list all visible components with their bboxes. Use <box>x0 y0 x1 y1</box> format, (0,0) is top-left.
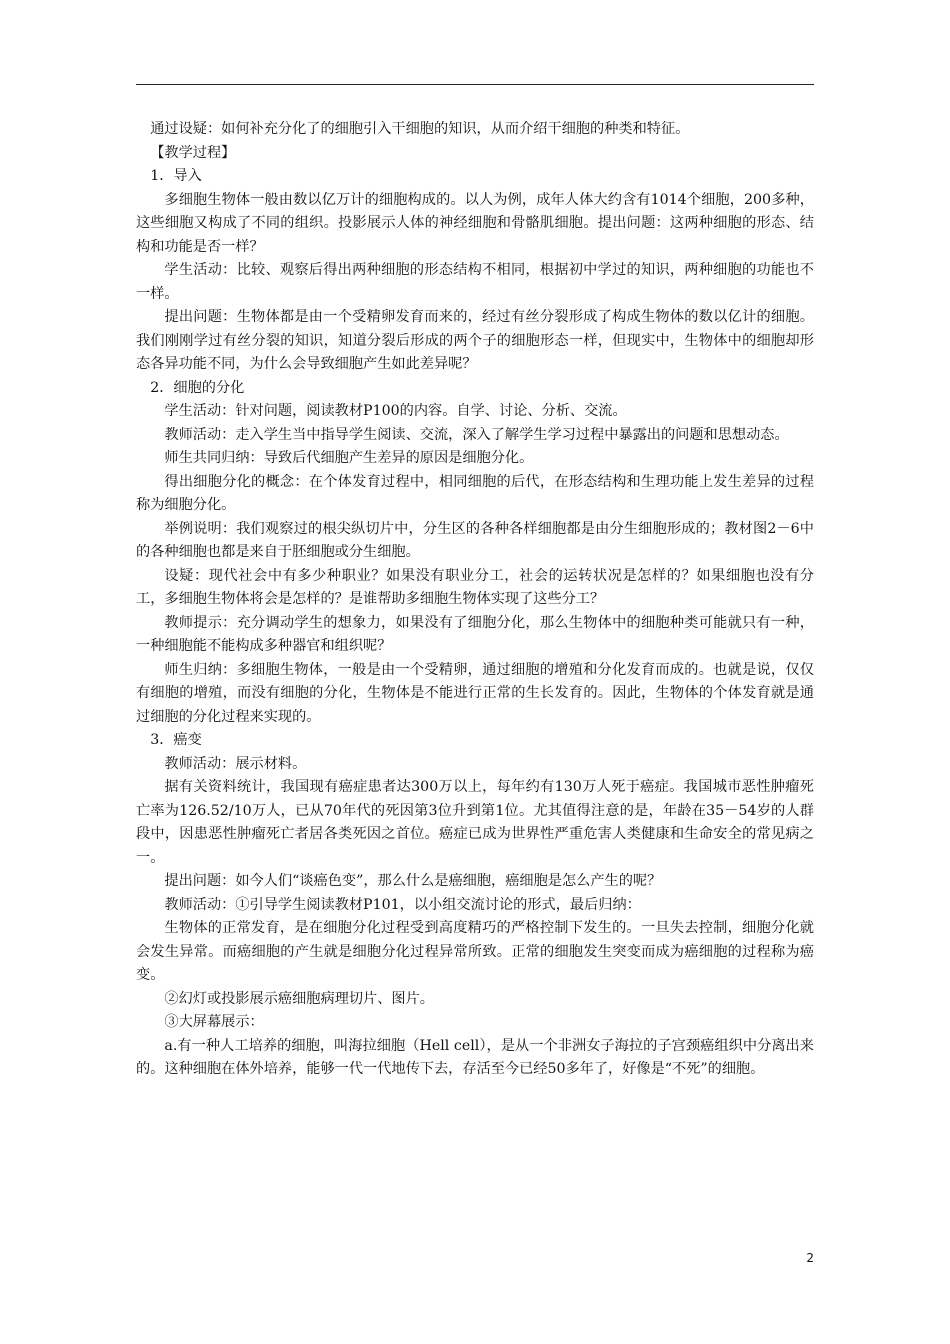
paragraph: 据有关资料统计，我国现有癌症患者达300万以上，每年约有130万人死于癌症。我国城市恶性肿瘤死亡率为126.52/10万人，已从70年代的死因第3位升到第1位。尤其值得注意的是，年龄在35－54岁的人群段中，因患恶性肿瘤死亡者居各类死因之首位。癌症已成为世界性严重危害人类健康和生命安全的常见病之一。 <box>136 779 814 866</box>
paragraph: 生物体的正常发育，是在细胞分化过程受到高度精巧的严格控制下发生的。一旦失去控制，细胞分化就会发生异常。而癌细胞的产生就是细胞分化过程异常所致。正常的细胞发生突变而成为癌细胞的过程称为癌变。 <box>136 920 814 983</box>
header-rule <box>136 84 814 85</box>
paragraph: 提出问题：生物体都是由一个受精卵发育而来的，经过有丝分裂形成了构成生物体的数以亿计的细胞。我们刚刚学过有丝分裂的知识，知道分裂后形成的两个子的细胞形态一样，但现实中，生物体中的细胞却形态各异功能不同，为什么会导致细胞产生如此差异呢？ <box>136 309 814 372</box>
subheading-cell-differentiation: 2．细胞的分化 <box>150 379 245 396</box>
subheading-introduction: 1．导入 <box>150 168 202 184</box>
paragraph: 师生共同归纳：导致后代细胞产生差异的原因是细胞分化。 <box>164 450 534 466</box>
paragraph: 举例说明：我们观察过的根尖纵切片中，分生区的各种各样细胞都是由分生细胞形成的；教材图2－6中的各种细胞也都是来自于胚细胞或分生细胞。 <box>136 520 814 560</box>
paragraph: a.有一种人工培养的细胞，叫海拉细胞（Hell cell），是从一个非洲女子海拉的子宫颈癌组织中分离出来的。这种细胞在体外培养，能够一代一代地传下去，存活至今已经50多年了，好像是“不死”的细胞。 <box>136 1037 814 1077</box>
paragraph-intro: 通过设疑：如何补充分化了的细胞引入干细胞的知识，从而介绍干细胞的种类和特征。 <box>150 121 690 137</box>
paragraph: 师生归纳：多细胞生物体，一般是由一个受精卵，通过细胞的增殖和分化发育而成的。也就是说，仅仅有细胞的增殖，而没有细胞的分化，生物体是不能进行正常的生长发育的。因此，生物体的个体发育就是通过细胞的分化过程来实现的。 <box>136 661 814 725</box>
paragraph: 提出问题：如今人们“谈癌色变”，那么什么是癌细胞，癌细胞是怎么产生的呢？ <box>164 873 662 889</box>
paragraph: 设疑：现代社会中有多少种职业？如果没有职业分工，社会的运转状况是怎样的？如果细胞也没有分工，多细胞生物体将会是怎样的？是谁帮助多细胞生物体实现了这些分工？ <box>136 567 814 607</box>
paragraph: 多细胞生物体一般由数以亿万计的细胞构成的。以人为例，成年人体大约含有1014个细胞，200多种，这些细胞又构成了不同的组织。投影展示人体的神经细胞和骨骼肌细胞。提出问题：这两种细胞的形态、结构和功能是否一样？ <box>136 191 814 255</box>
document-body <box>136 118 814 1082</box>
subheading-canceration: 3．癌变 <box>150 732 202 748</box>
section-heading-teaching-process: 【教学过程】 <box>150 144 236 161</box>
paragraph: 学生活动：针对问题，阅读教材P100的内容。自学、讨论、分析、交流。 <box>164 403 627 419</box>
paragraph: 教师活动：走入学生当中指导学生阅读、交流，深入了解学生学习过程中暴露出的问题和思想动态。 <box>164 426 789 443</box>
paragraph: 学生活动：比较、观察后得出两种细胞的形态结构不相同，根据初中学过的知识，两种细胞的功能也不一样。 <box>136 262 814 302</box>
paragraph: 教师提示：充分调动学生的想象力，如果没有了细胞分化，那么生物体中的细胞种类可能就只有一种，一种细胞能不能构成多种器官和组织呢？ <box>136 614 814 654</box>
paragraph: 教师活动：①引导学生阅读教材P101，以小组交流讨论的形式，最后归纳： <box>164 896 641 913</box>
paragraph: 得出细胞分化的概念：在个体发育过程中，相同细胞的后代，在形态结构和生理功能上发生差异的过程称为细胞分化。 <box>136 473 814 513</box>
paragraph: 教师活动：展示材料。 <box>164 755 307 772</box>
paragraph: ②幻灯或投影展示癌细胞病理切片、图片。 <box>164 990 434 1007</box>
page-number: 2 <box>806 1251 814 1265</box>
paragraph: ③大屏幕展示： <box>164 1014 264 1030</box>
